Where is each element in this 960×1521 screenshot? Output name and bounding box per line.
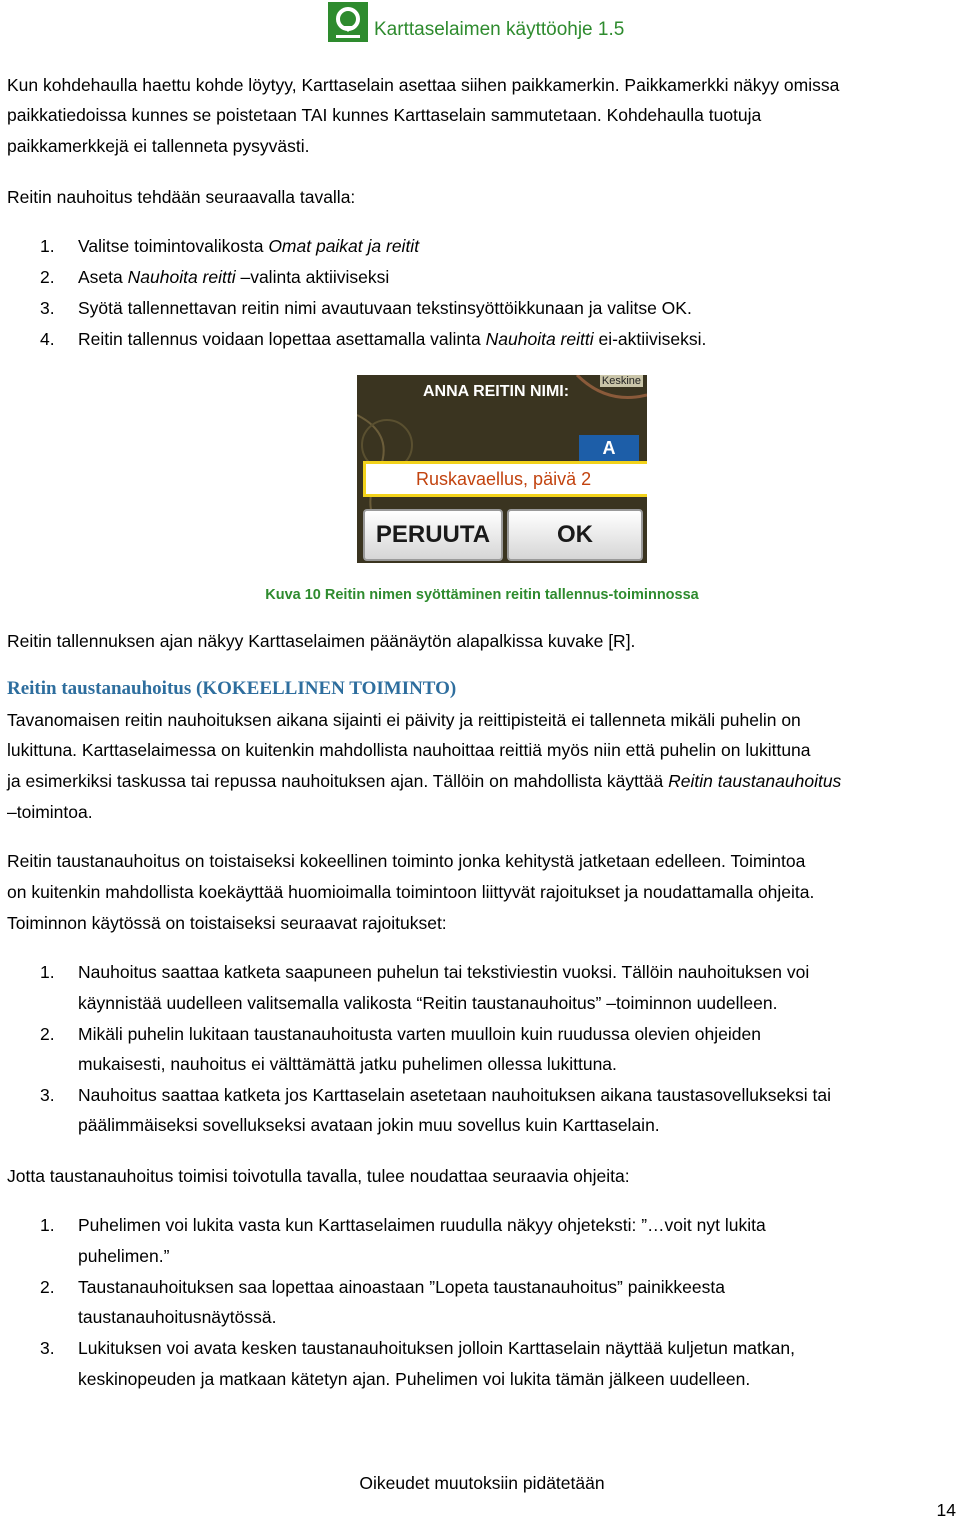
list-item: Reitin tallennus voidaan lopettaa asettamalla valinta Nauhoita reitti ei-aktiiviseksi. <box>78 329 707 349</box>
paragraph-line: lukittuna. Karttaselaimessa on kuitenkin mahdollista nauhoittaa reittiä myös niin että puhelin on lukittuna <box>7 740 811 760</box>
guide-number: 2. <box>40 1277 55 1297</box>
list-item: Aseta Nauhoita reitti –valinta aktiiviseksi <box>78 267 390 287</box>
page-number: 14 <box>936 1500 956 1520</box>
paragraph-line: on kuitenkin mahdollista koekäyttää huomioimalla toimintoon liittyvät rajoitukset ja noudattamalla ohjeita. <box>7 882 815 902</box>
guide-number: 3. <box>40 1338 55 1358</box>
route-name-input[interactable]: Ruskavaellus, päivä 2 <box>363 461 647 497</box>
indicator-text: Reitin tallennuksen ajan näkyy Karttaselaimen päänäytön alapalkissa kuvake [R]. <box>7 631 636 651</box>
step-number: 1. <box>40 236 55 256</box>
guide-number: 1. <box>40 1215 55 1235</box>
list-item: päälimmäiseksi sovellukseksi avataan jokin muu sovellus kuin Karttaselain. <box>78 1115 660 1135</box>
page-header <box>328 2 624 42</box>
map-place-label: Keskine <box>601 375 641 387</box>
list-item: taustanauhoitusnäytössä. <box>78 1307 277 1327</box>
limit-number: 3. <box>40 1085 55 1105</box>
document-title: Karttaselaimen käyttöohje 1.5 <box>374 19 625 40</box>
paragraph-line: –toimintoa. <box>7 802 93 822</box>
ok-button[interactable]: OK <box>507 509 643 561</box>
list-item: Puhelimen voi lukita vasta kun Karttaselaimen ruudulla näkyy ohjeteksti: ”…voit nyt lukita <box>78 1215 766 1235</box>
list-item: Lukituksen voi avata kesken taustanauhoituksen jolloin Karttaselain näyttää kuljetun matkan, <box>78 1338 795 1358</box>
limit-number: 2. <box>40 1024 55 1044</box>
map-pin-icon <box>328 2 368 42</box>
step-number: 4. <box>40 329 55 349</box>
intro-line: paikkamerkkejä ei tallenneta pysyvästi. <box>7 136 310 156</box>
route-intro: Reitin nauhoitus tehdään seuraavalla tavalla: <box>7 187 356 207</box>
paragraph-line: Tavanomaisen reitin nauhoituksen aikana sijainti ei päivity ja reittipisteitä ei tallenneta mikäli puhelin on <box>7 710 801 730</box>
list-item: Mikäli puhelin lukitaan taustanauhoitusta varten muulloin kuin ruudussa olevien ohjeiden <box>78 1024 761 1044</box>
list-item: puhelimen.” <box>78 1246 170 1266</box>
list-item: käynnistää uudelleen valitsemalla valikosta “Reitin taustanauhoitus” –toiminnon uudelleen. <box>78 993 778 1013</box>
section-heading: Reitin taustanauhoitus (KOKEELLINEN TOIMINTO) <box>7 678 457 699</box>
figure-caption: Kuva 10 Reitin nimen syöttäminen reitin tallennus-toiminnossa <box>265 587 699 603</box>
page-footer: Oikeudet muutoksiin pidätetään <box>359 1473 605 1493</box>
paragraph-line: ja esimerkiksi taskussa tai repussa nauhoituksen ajan. Tällöin on mahdollista käyttää Reitin taustanauhoitus <box>7 771 842 791</box>
route-name-dialog-screenshot <box>357 375 647 563</box>
paragraph-line: Toiminnon käytössä on toistaiseksi seuraavat rajoitukset: <box>7 913 447 933</box>
list-item: Syötä tallennettavan reitin nimi avautuvaan tekstinsyöttöikkunaan ja valitse OK. <box>78 298 692 318</box>
paragraph-line: Jotta taustanauhoitus toimisi toivotulla tavalla, tulee noudattaa seuraavia ohjeita: <box>7 1166 630 1186</box>
paragraph-line: Reitin taustanauhoitus on toistaiseksi kokeellinen toiminto jonka kehitystä jatketaan edelleen. Toimintoa <box>7 851 806 871</box>
step-number: 3. <box>40 298 55 318</box>
list-item: Taustanauhoituksen saa lopettaa ainoastaan ”Lopeta taustanauhoitus” painikkeesta <box>78 1277 725 1297</box>
list-item: keskinopeuden ja matkaan kätetyn ajan. Puhelimen voi lukita tämän jälkeen uudelleen. <box>78 1369 751 1389</box>
limit-number: 1. <box>40 962 55 982</box>
list-item: Nauhoitus saattaa katketa saapuneen puhelun tai tekstiviestin vuoksi. Tällöin nauhoituksen voi <box>78 962 810 982</box>
intro-line: paikkatiedoissa kunnes se poistetaan TAI kunnes Karttaselain sammutetaan. Kohdehaulla tuotuja <box>7 105 762 125</box>
step-number: 2. <box>40 267 55 287</box>
list-item: mukaisesti, nauhoitus ei välttämättä jatku puhelimen ollessa lukittuna. <box>78 1054 617 1074</box>
keyboard-key-a[interactable]: A <box>579 435 639 461</box>
list-item: Valitse toimintovalikosta Omat paikat ja reitit <box>78 236 420 256</box>
cancel-button[interactable]: PERUUTA <box>363 509 503 561</box>
dialog-title: ANNA REITIN NIMI: <box>423 383 570 400</box>
list-item: Nauhoitus saattaa katketa jos Karttaselain asetetaan nauhoituksen aikana taustasovellukseksi tai <box>78 1085 831 1105</box>
intro-line: Kun kohdehaulla haettu kohde löytyy, Karttaselain asettaa siihen paikkamerkin. Paikkamerkki näkyy omissa <box>7 75 840 95</box>
